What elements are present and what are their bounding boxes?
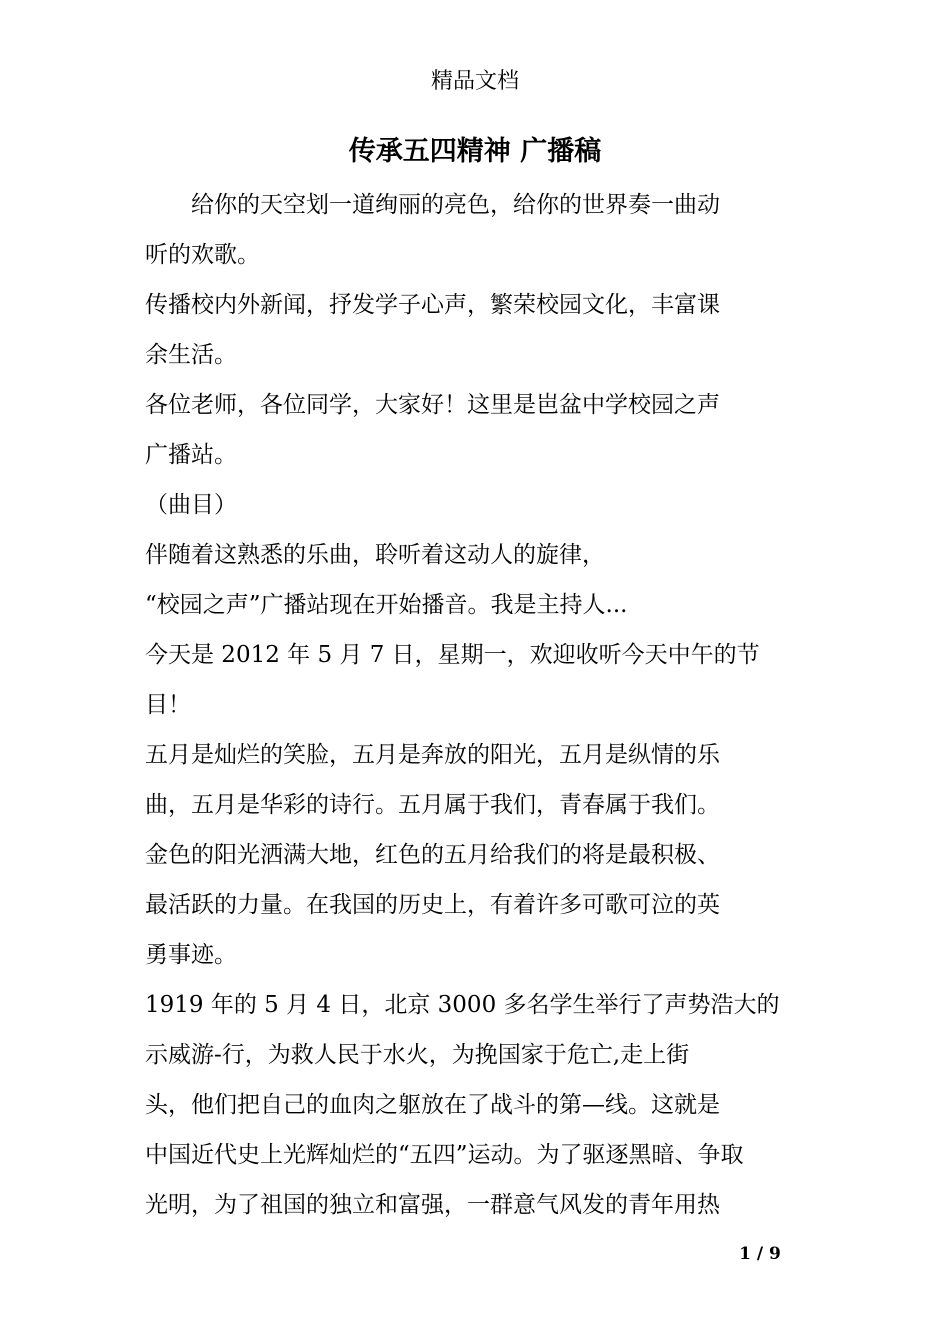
- page-number: 1 / 9: [739, 1244, 781, 1264]
- body-line: 今天是 2012 年 5 月 7 日，星期一，欢迎收听今天中午的节: [145, 642, 760, 668]
- body-line: 目！: [145, 692, 191, 718]
- body-line: 中国近代史上光辉灿烂的“五四”运动。为了驱逐黑暗、争取: [145, 1142, 744, 1168]
- body-line: 传播校内外新闻，抒发学子心声，繁荣校园文化，丰富课: [145, 292, 720, 318]
- body-line: 示威游-行，为救人民于水火，为挽国家于危亡,走上街: [145, 1042, 690, 1068]
- body-line: 头，他们把自己的血肉之躯放在了战斗的第—线。这就是: [145, 1092, 720, 1118]
- body-line: “校园之声”广播站现在开始播音。我是主持人...: [145, 592, 628, 618]
- body-line: 各位老师，各位同学，大家好！这里是岜盆中学校园之声: [145, 392, 720, 418]
- document-title: 传承五四精神 广播稿: [348, 136, 602, 167]
- page-header: 精品文档: [430, 69, 519, 94]
- body-line: 金色的阳光洒满大地，红色的五月给我们的将是最积极、: [145, 842, 720, 868]
- document-body: [145, 180, 825, 1230]
- body-line: 光明，为了祖国的独立和富强，一群意气风发的青年用热: [145, 1192, 720, 1218]
- body-line: 1919 年的 5 月 4 日，北京 3000 多名学生举行了声势浩大的: [145, 992, 780, 1018]
- body-line: 最活跃的力量。在我国的历史上，有着许多可歌可泣的英: [145, 892, 720, 918]
- body-line: 听的欢歌。: [145, 242, 260, 268]
- body-line: （曲目）: [145, 492, 237, 518]
- body-line: 给你的天空划一道绚丽的亮色，给你的世界奏一曲动: [145, 192, 720, 218]
- body-line: 伴随着这熟悉的乐曲，聆听着这动人的旋律，: [145, 542, 605, 568]
- body-line: 余生活。: [145, 342, 237, 368]
- body-line: 广播站。: [145, 442, 237, 468]
- body-line: 曲，五月是华彩的诗行。五月属于我们，青春属于我们。: [145, 792, 720, 818]
- body-line: 勇事迹。: [145, 942, 237, 968]
- body-line: 五月是灿烂的笑脸，五月是奔放的阳光，五月是纵情的乐: [145, 742, 720, 768]
